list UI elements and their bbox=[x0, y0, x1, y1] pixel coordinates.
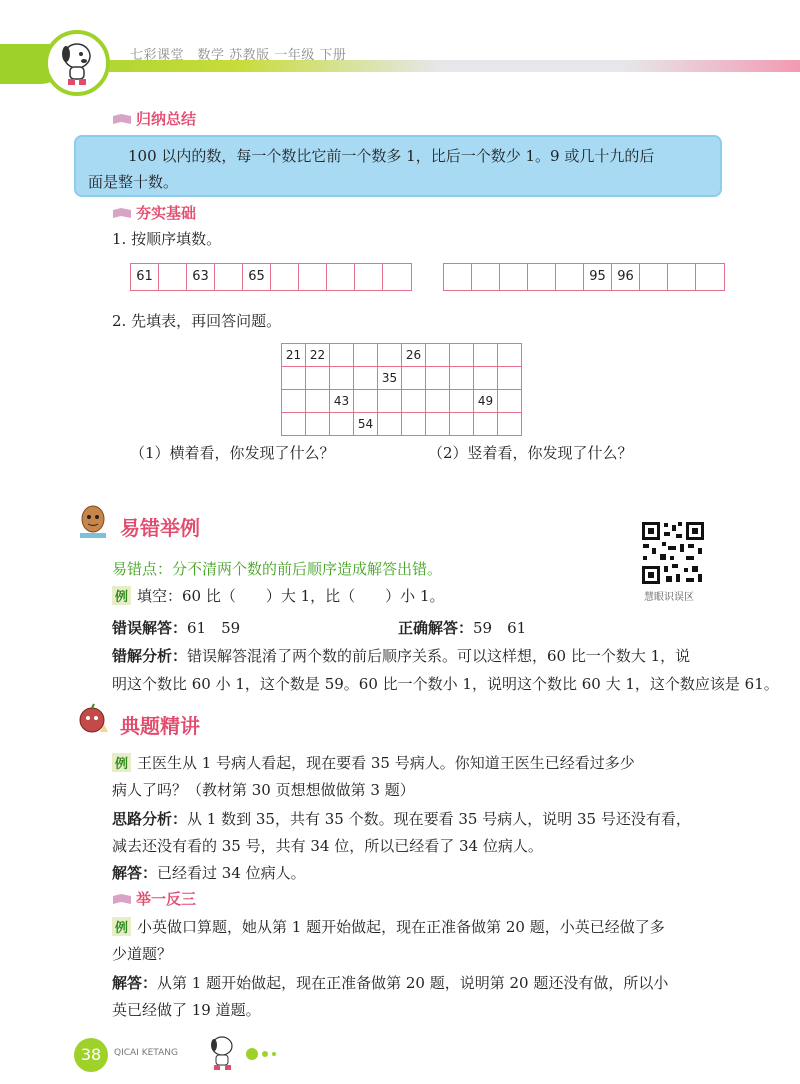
apple-mascot-icon bbox=[76, 702, 110, 738]
table-cell[interactable] bbox=[282, 413, 306, 436]
wrong-answer bbox=[112, 617, 240, 638]
extend-answer-line-1 bbox=[112, 972, 668, 993]
analysis-text-1: 错误解答混淆了两个数的前后顺序关系。可以这样想，60 比一个数大 1，说 bbox=[187, 647, 691, 665]
footer-dot bbox=[262, 1051, 268, 1057]
answer-label: 解答： bbox=[112, 974, 158, 992]
table-cell[interactable] bbox=[402, 390, 426, 413]
number-cell[interactable] bbox=[528, 264, 556, 290]
number-row-1 bbox=[130, 263, 412, 291]
footer-dot bbox=[272, 1052, 276, 1056]
table-cell[interactable] bbox=[474, 413, 498, 436]
errors-title: 易错举例 bbox=[120, 516, 200, 540]
summary-box bbox=[74, 135, 722, 197]
classic-title: 典题精讲 bbox=[120, 714, 200, 738]
table-cell[interactable] bbox=[426, 344, 450, 367]
number-cell[interactable] bbox=[500, 264, 528, 290]
brand-name: QICAI KETANG bbox=[114, 1048, 178, 1058]
extend-example-line-1 bbox=[112, 916, 665, 937]
number-cell: 96 bbox=[612, 264, 640, 290]
number-cell[interactable] bbox=[355, 264, 383, 290]
table-cell[interactable] bbox=[330, 367, 354, 390]
table-cell[interactable] bbox=[330, 344, 354, 367]
extend-tag bbox=[112, 888, 196, 909]
footer-mascot-icon bbox=[200, 1030, 244, 1074]
qr-code-icon bbox=[640, 520, 706, 586]
table-cell[interactable] bbox=[450, 344, 474, 367]
number-cell[interactable] bbox=[159, 264, 187, 290]
right-answer bbox=[398, 617, 526, 638]
classic-example-line-1 bbox=[112, 752, 635, 773]
table-cell[interactable] bbox=[498, 413, 522, 436]
mascot-logo bbox=[44, 30, 110, 96]
number-cell[interactable] bbox=[271, 264, 299, 290]
table-cell[interactable] bbox=[474, 367, 498, 390]
number-row-2 bbox=[443, 263, 725, 291]
basics-tag bbox=[112, 202, 196, 223]
table-cell: 43 bbox=[330, 390, 354, 413]
summary-tag-label: 归纳总结 bbox=[136, 110, 197, 128]
extend-answer-line-2: 英已经做了 19 道题。 bbox=[112, 1001, 261, 1019]
table-cell[interactable] bbox=[330, 413, 354, 436]
table-cell[interactable] bbox=[354, 367, 378, 390]
number-cell[interactable] bbox=[299, 264, 327, 290]
table-row bbox=[282, 390, 522, 413]
table-cell: 35 bbox=[378, 367, 402, 390]
extend-answer-text-1: 从第 1 题开始做起，现在正准备做第 20 题，说明第 20 题还没有做，所以小 bbox=[157, 974, 669, 992]
extend-tag-label: 举一反三 bbox=[136, 890, 197, 908]
classic-example-text-1: 王医生从 1 号病人看起，现在要看 35 号病人。你知道王医生已经看过多少 bbox=[137, 754, 635, 772]
classic-think-line-2: 减去还没有看的 35 号，共有 34 位，所以已经看了 34 位病人。 bbox=[112, 837, 543, 855]
number-cell[interactable] bbox=[696, 264, 724, 290]
table-cell[interactable] bbox=[450, 413, 474, 436]
error-example bbox=[112, 585, 445, 606]
example-badge: 例 bbox=[112, 586, 131, 605]
number-cell[interactable] bbox=[640, 264, 668, 290]
table-cell: 49 bbox=[474, 390, 498, 413]
table-row bbox=[282, 344, 522, 367]
table-cell[interactable] bbox=[450, 367, 474, 390]
header-stripe bbox=[0, 60, 800, 72]
wrong-answer-text: 61 59 bbox=[187, 619, 241, 637]
error-example-text: 填空：60 比（ ）大 1，比（ ）小 1。 bbox=[137, 587, 445, 605]
table-cell[interactable] bbox=[402, 367, 426, 390]
extend-example-text-1: 小英做口算题，她从第 1 题开始做起，现在正准备做第 20 题，小英已经做了多 bbox=[137, 918, 665, 936]
qr-caption: 慧眼识误区 bbox=[644, 592, 694, 603]
number-cell[interactable] bbox=[668, 264, 696, 290]
summary-line-2: 面是整十数。 bbox=[88, 173, 179, 191]
number-cell[interactable] bbox=[327, 264, 355, 290]
book-title: 七彩课堂 数学 苏教版 一年级 下册 bbox=[130, 48, 347, 63]
classic-answer bbox=[112, 862, 306, 883]
sub-question-2: （2）竖着看，你发现了什么？ bbox=[428, 444, 633, 462]
summary-tag bbox=[112, 108, 196, 129]
table-cell[interactable] bbox=[450, 390, 474, 413]
table-cell[interactable] bbox=[474, 344, 498, 367]
number-cell[interactable] bbox=[472, 264, 500, 290]
book-icon bbox=[112, 113, 132, 125]
table-cell[interactable] bbox=[378, 413, 402, 436]
analysis-label: 错解分析： bbox=[112, 647, 188, 665]
wrong-answer-label: 错误解答： bbox=[112, 619, 188, 637]
qr-code[interactable] bbox=[640, 520, 706, 586]
book-icon bbox=[112, 207, 132, 219]
table-row bbox=[282, 367, 522, 390]
table-cell[interactable] bbox=[354, 390, 378, 413]
table-cell: 21 bbox=[282, 344, 306, 367]
answer-label: 解答： bbox=[112, 864, 158, 882]
table-cell[interactable] bbox=[282, 390, 306, 413]
number-cell[interactable] bbox=[383, 264, 411, 290]
number-cell[interactable] bbox=[215, 264, 243, 290]
table-cell[interactable] bbox=[378, 390, 402, 413]
sub-question-1: （1）横着看，你发现了什么？ bbox=[130, 444, 335, 462]
summary-line-1: 100 以内的数，每一个数比它前一个数多 1，比后一个数少 1。9 或几十九的后 bbox=[128, 147, 655, 165]
number-cell[interactable] bbox=[556, 264, 584, 290]
right-answer-text: 59 61 bbox=[473, 619, 527, 637]
example-badge: 例 bbox=[112, 917, 131, 936]
table-cell[interactable] bbox=[306, 413, 330, 436]
footer-dot bbox=[246, 1048, 258, 1060]
table-cell[interactable] bbox=[306, 390, 330, 413]
classic-think-text-1: 从 1 数到 35，共有 35 个数。现在要看 35 号病人，说明 35 号还没有看， bbox=[187, 810, 691, 828]
table-cell: 22 bbox=[306, 344, 330, 367]
table-cell[interactable] bbox=[426, 367, 450, 390]
table-cell[interactable] bbox=[402, 413, 426, 436]
classic-think-line-1 bbox=[112, 808, 691, 829]
table-cell[interactable] bbox=[306, 367, 330, 390]
dog-mascot-icon bbox=[48, 34, 106, 92]
number-cell: 65 bbox=[243, 264, 271, 290]
error-analysis-line-2: 明这个数比 60 小 1，这个数是 59。60 比一个数小 1，说明这个数比 60 大 1，这个数应该是 61。 bbox=[112, 675, 779, 693]
classic-answer-text: 已经看过 34 位病人。 bbox=[157, 864, 306, 882]
table-cell[interactable] bbox=[378, 344, 402, 367]
number-cell: 63 bbox=[187, 264, 215, 290]
table-cell[interactable] bbox=[498, 344, 522, 367]
number-cell: 95 bbox=[584, 264, 612, 290]
example-badge: 例 bbox=[112, 753, 131, 772]
table-cell: 54 bbox=[354, 413, 378, 436]
number-cell: 61 bbox=[131, 264, 159, 290]
basics-tag-label: 夯实基础 bbox=[136, 204, 197, 222]
table-cell[interactable] bbox=[354, 344, 378, 367]
table-cell[interactable] bbox=[426, 413, 450, 436]
extend-example-line-2: 少道题？ bbox=[112, 945, 173, 963]
table-cell[interactable] bbox=[498, 367, 522, 390]
table-cell[interactable] bbox=[426, 390, 450, 413]
error-point: 易错点：分不清两个数的前后顺序造成解答出错。 bbox=[112, 560, 443, 578]
egg-mascot-icon bbox=[76, 503, 110, 541]
table-cell[interactable] bbox=[498, 390, 522, 413]
right-answer-label: 正确解答： bbox=[398, 619, 474, 637]
table-cell: 26 bbox=[402, 344, 426, 367]
table-cell[interactable] bbox=[282, 367, 306, 390]
page-number: 38 bbox=[74, 1038, 108, 1072]
question-1: 1. 按顺序填数。 bbox=[112, 230, 222, 248]
question-2: 2. 先填表，再回答问题。 bbox=[112, 312, 282, 330]
number-table bbox=[281, 343, 522, 436]
error-analysis-line-1 bbox=[112, 645, 690, 666]
book-icon bbox=[112, 893, 132, 905]
think-label: 思路分析： bbox=[112, 810, 188, 828]
table-row bbox=[282, 413, 522, 436]
number-cell[interactable] bbox=[444, 264, 472, 290]
classic-example-line-2: 病人了吗？（教材第 30 页想想做做第 3 题） bbox=[112, 781, 415, 799]
